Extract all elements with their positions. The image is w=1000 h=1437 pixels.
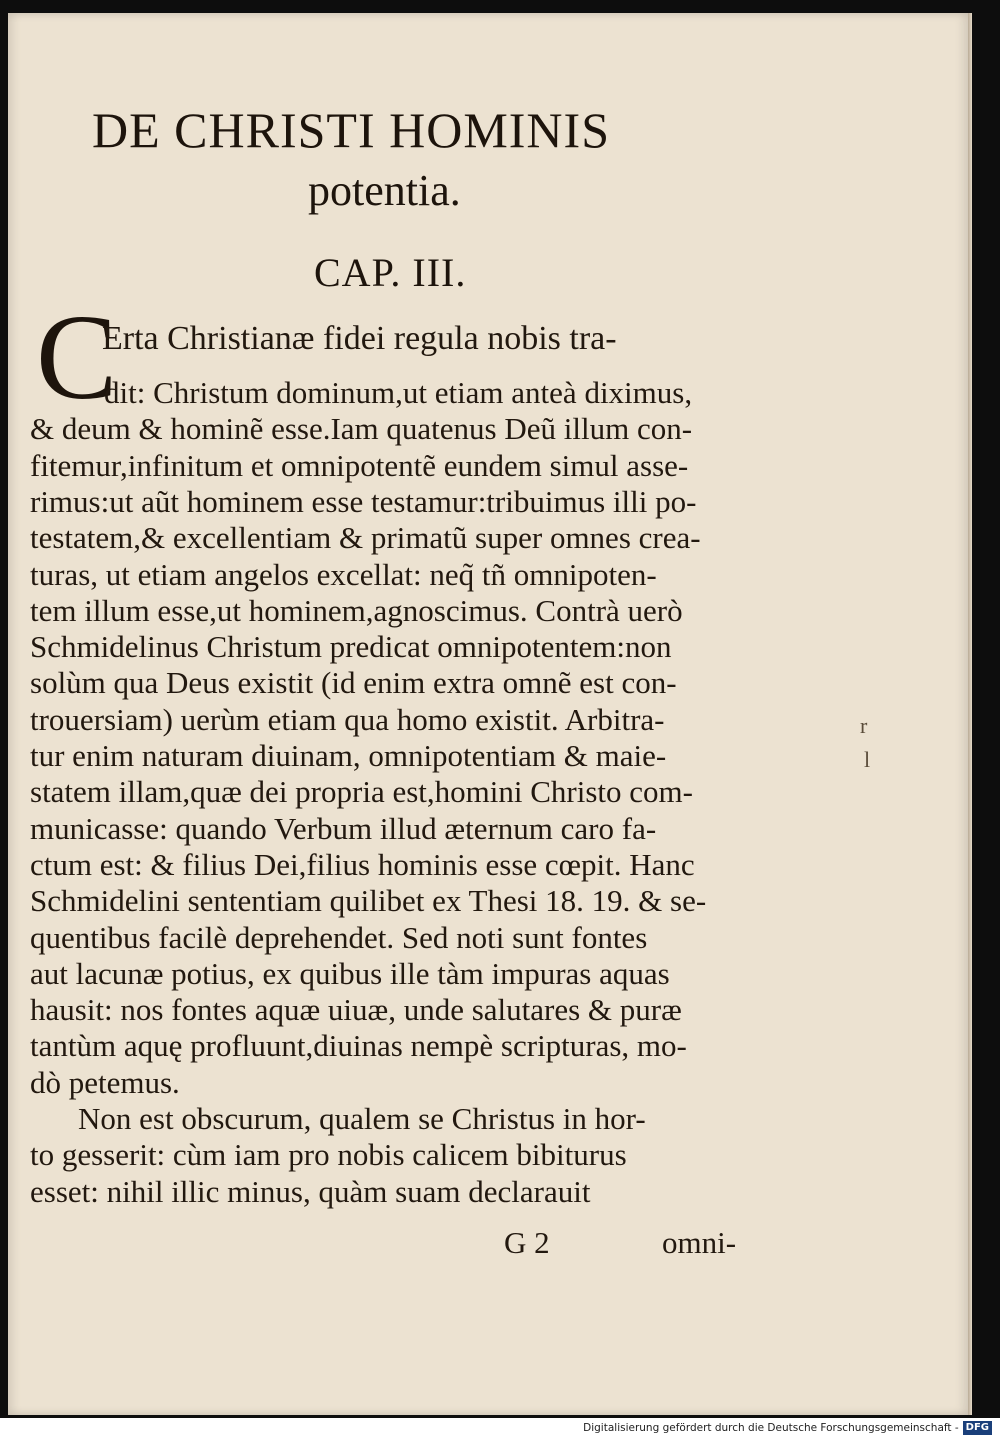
text-line: fitemur,infinitum et omnipotentẽ eundem simul asse-	[30, 447, 689, 483]
page-subtitle: potentia.	[308, 166, 461, 215]
text-line: testatem,& excellentiam & primatũ super omnes crea-	[30, 520, 701, 556]
text-line: hausit: nos fontes aquæ uiuæ, unde salutares & puræ	[30, 992, 682, 1028]
text-line: ctum est: & filius Dei,filius hominis esse cœpit. Hanc	[30, 846, 695, 882]
dfg-logo: DFG	[963, 1421, 992, 1435]
text-line: quentibus facilè deprehendet. Sed noti sunt fontes	[30, 919, 648, 955]
digitization-credit	[583, 1420, 992, 1436]
text-line: Schmidelinus Christum predicat omnipotentem:non	[30, 629, 672, 665]
text-line: municasse: quando Verbum illud æternum caro fa-	[30, 810, 657, 846]
signature-mark: G 2	[504, 1225, 550, 1260]
text-line: Schmidelini sententiam quilibet ex Thesi 18. 19. & se-	[30, 883, 707, 919]
text-line: trouersiam) uerùm etiam qua homo existit. Arbitra-	[30, 701, 665, 737]
text-line: tur enim naturam diuinam, omnipotentiam & maie-	[30, 738, 667, 773]
chapter-heading: CAP. III.	[314, 250, 467, 295]
text-line: to gesserit: cùm iam pro nobis calicem bibiturus	[30, 1137, 627, 1173]
credit-text: Digitalisierung gefördert durch die Deutsche Forschungsgemeinschaft -	[583, 1422, 959, 1434]
text-line: & deum & hominẽ esse.Iam quatenus Deũ illum con-	[30, 411, 693, 447]
text-line-first: Erta Christianæ fidei regula nobis tra-	[102, 320, 617, 357]
text-line: rimus:ut aũt hominem esse testamur:tribuimus illi po-	[30, 483, 697, 519]
text-line: solùm qua Deus existit (id enim extra omnẽ est con-	[30, 665, 677, 701]
text-line: dò petemus.	[30, 1064, 180, 1100]
text-line: turas, ut etiam angelos excellat: neq̃ tñ omnipoten-	[30, 556, 657, 592]
catchword: omni-	[662, 1225, 737, 1260]
drop-cap: C	[36, 290, 118, 425]
page-title: DE CHRISTI HOMINIS	[92, 102, 610, 158]
text-line: Non est obscurum, qualem se Christus in hor-	[78, 1101, 646, 1136]
text-line: statem illam,quæ dei propria est,homini Christo com-	[30, 774, 693, 810]
text-line: dit: Christum dominum,ut etiam anteà diximus,	[104, 375, 693, 410]
text-line: tantùm aquę profluunt,diuinas nempè scripturas, mo-	[30, 1028, 687, 1064]
text-line: tem illum esse,ut hominem,agnoscimus. Contrà uerò	[30, 592, 683, 628]
book-page	[8, 13, 970, 1415]
text-line: aut lacunæ potius, ex quibus ille tàm impuras aquas	[30, 955, 670, 991]
margin-mark: r	[860, 713, 868, 738]
margin-mark: l	[864, 747, 871, 772]
text-line: esset: nihil illic minus, quàm suam declarauit	[30, 1173, 591, 1209]
page-edge	[968, 13, 972, 1415]
